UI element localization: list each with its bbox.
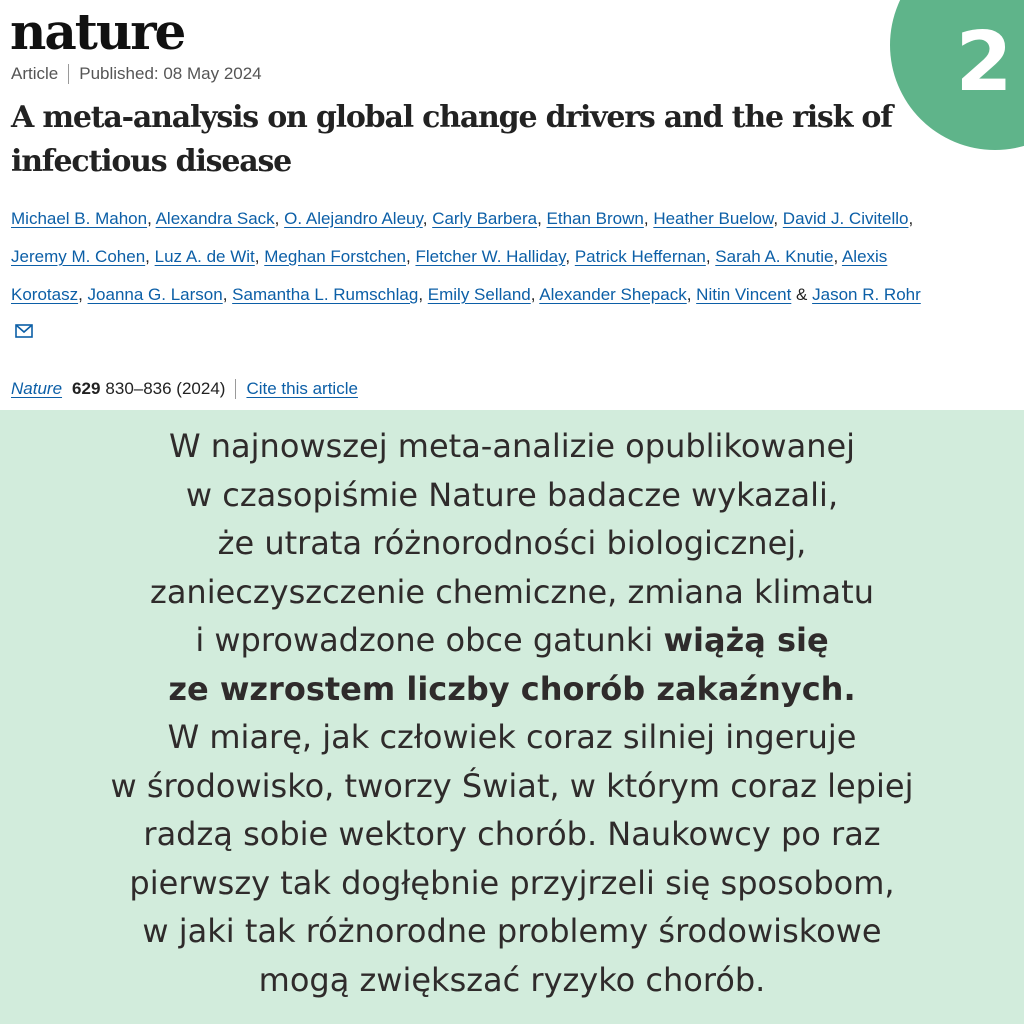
summary-line xyxy=(0,519,1024,568)
author-link[interactable]: Samantha L. Rumschlag xyxy=(232,285,419,304)
author-link[interactable]: Patrick Heffernan xyxy=(574,247,706,266)
author-separator: & xyxy=(791,285,813,304)
summary-segment: pierwszy tak dogłębnie przyjrzeli się sposobom, xyxy=(129,863,895,902)
volume-number: 629 xyxy=(72,379,101,398)
summary-line xyxy=(0,762,1024,811)
author-separator: , xyxy=(418,285,428,304)
author-separator: , xyxy=(274,209,285,228)
author-link[interactable]: Alexandra Sack xyxy=(155,209,275,228)
author-link[interactable]: Joanna G. Larson xyxy=(87,285,223,304)
author-separator: , xyxy=(406,247,416,266)
author-separator: , xyxy=(78,285,88,304)
author-link[interactable]: Nitin Vincent xyxy=(696,285,792,304)
author-separator: , xyxy=(833,247,842,266)
summary-segment: W najnowszej meta-analizie opublikowanej xyxy=(168,427,856,465)
summary-segment: mogą zwiększać ryzyko chorób. xyxy=(258,960,766,999)
author-separator: , xyxy=(643,209,654,228)
author-link[interactable]: Ethan Brown xyxy=(546,209,644,228)
author-separator: , xyxy=(686,285,697,304)
summary-segment: w środowisko, tworzy Świat, w którym coraz lepiej xyxy=(110,766,914,805)
author-separator: , xyxy=(147,209,156,228)
author-link[interactable]: Meghan Forstchen xyxy=(264,247,406,266)
nature-logo[interactable]: nature xyxy=(10,2,185,61)
summary-line xyxy=(0,713,1024,762)
summary-line xyxy=(0,616,1024,665)
author-link[interactable]: Alexis Korotasz xyxy=(11,247,888,304)
author-link[interactable]: Luz A. de Wit xyxy=(154,247,255,266)
title-line: A meta-analysis on global change drivers and the risk of xyxy=(11,100,892,135)
author-separator: , xyxy=(222,285,233,304)
summary-line xyxy=(0,907,1024,956)
author-list xyxy=(11,200,921,355)
citation-divider xyxy=(235,379,236,399)
summary-line xyxy=(0,956,1024,1005)
cite-article-link[interactable]: Cite this article xyxy=(246,379,358,398)
summary-emphasis: ze wzrostem liczby chorób zakaźnych. xyxy=(168,669,856,708)
envelope-icon[interactable] xyxy=(15,314,33,352)
summary-segment: W miarę, jak człowiek coraz silniej ingeruje xyxy=(167,718,857,756)
author-separator: , xyxy=(537,209,547,228)
journal-link[interactable]: Nature xyxy=(11,379,63,398)
author-link[interactable]: Heather Buelow xyxy=(653,209,774,228)
author-link[interactable]: O. Alejandro Aleuy xyxy=(284,209,423,228)
summary-line xyxy=(0,859,1024,908)
author-separator: , xyxy=(254,247,265,266)
summary-line xyxy=(0,422,1024,471)
summary-segment: i wprowadzone obce gatunki xyxy=(195,621,664,659)
slide-number: 2 xyxy=(955,15,1013,110)
author-link[interactable]: Sarah A. Knutie xyxy=(715,247,834,266)
citation xyxy=(11,377,358,401)
summary-segment: w jaki tak różnorodne problemy środowiskowe xyxy=(142,912,882,950)
pages-year: 830–836 (2024) xyxy=(105,379,226,398)
author-link[interactable]: Fletcher W. Halliday xyxy=(415,247,566,266)
article-meta xyxy=(11,63,262,85)
summary-segment: radzą sobie wektory chorób. Naukowcy po raz xyxy=(143,815,881,853)
author-link[interactable]: Emily Selland xyxy=(427,285,531,304)
summary-panel xyxy=(0,410,1024,1024)
author-separator: , xyxy=(530,285,540,304)
author-separator: , xyxy=(422,209,433,228)
summary-line xyxy=(0,471,1024,520)
summary-line xyxy=(0,665,1024,714)
published-date: Published: 08 May 2024 xyxy=(79,64,262,83)
author-link[interactable]: Michael B. Mahon xyxy=(11,209,148,228)
summary-segment: w czasopiśmie Nature badacze wykazali, xyxy=(185,475,839,514)
article-title xyxy=(11,96,911,184)
author-separator: , xyxy=(145,247,155,266)
article-header xyxy=(0,0,1024,410)
author-link[interactable]: Jeremy M. Cohen xyxy=(11,247,146,266)
author-separator: , xyxy=(773,209,783,228)
summary-segment: że utrata różnorodności biologicznej, xyxy=(217,524,807,562)
meta-divider xyxy=(68,64,69,84)
author-separator: , xyxy=(705,247,716,266)
author-separator: , xyxy=(565,247,575,266)
title-line: infectious disease xyxy=(11,144,292,179)
author-link[interactable]: Jason R. Rohr xyxy=(812,285,921,304)
article-type: Article xyxy=(11,64,59,83)
summary-line xyxy=(0,810,1024,859)
summary-line xyxy=(0,568,1024,617)
author-link[interactable]: Alexander Shepack xyxy=(539,285,687,304)
author-link[interactable]: David J. Civitello xyxy=(782,209,909,228)
summary-emphasis: wiążą się xyxy=(663,621,829,659)
summary-text xyxy=(0,422,1024,1004)
summary-segment: zanieczyszczenie chemiczne, zmiana klimatu xyxy=(150,572,874,611)
author-separator: , xyxy=(908,209,914,228)
author-link[interactable]: Carly Barbera xyxy=(432,209,538,228)
